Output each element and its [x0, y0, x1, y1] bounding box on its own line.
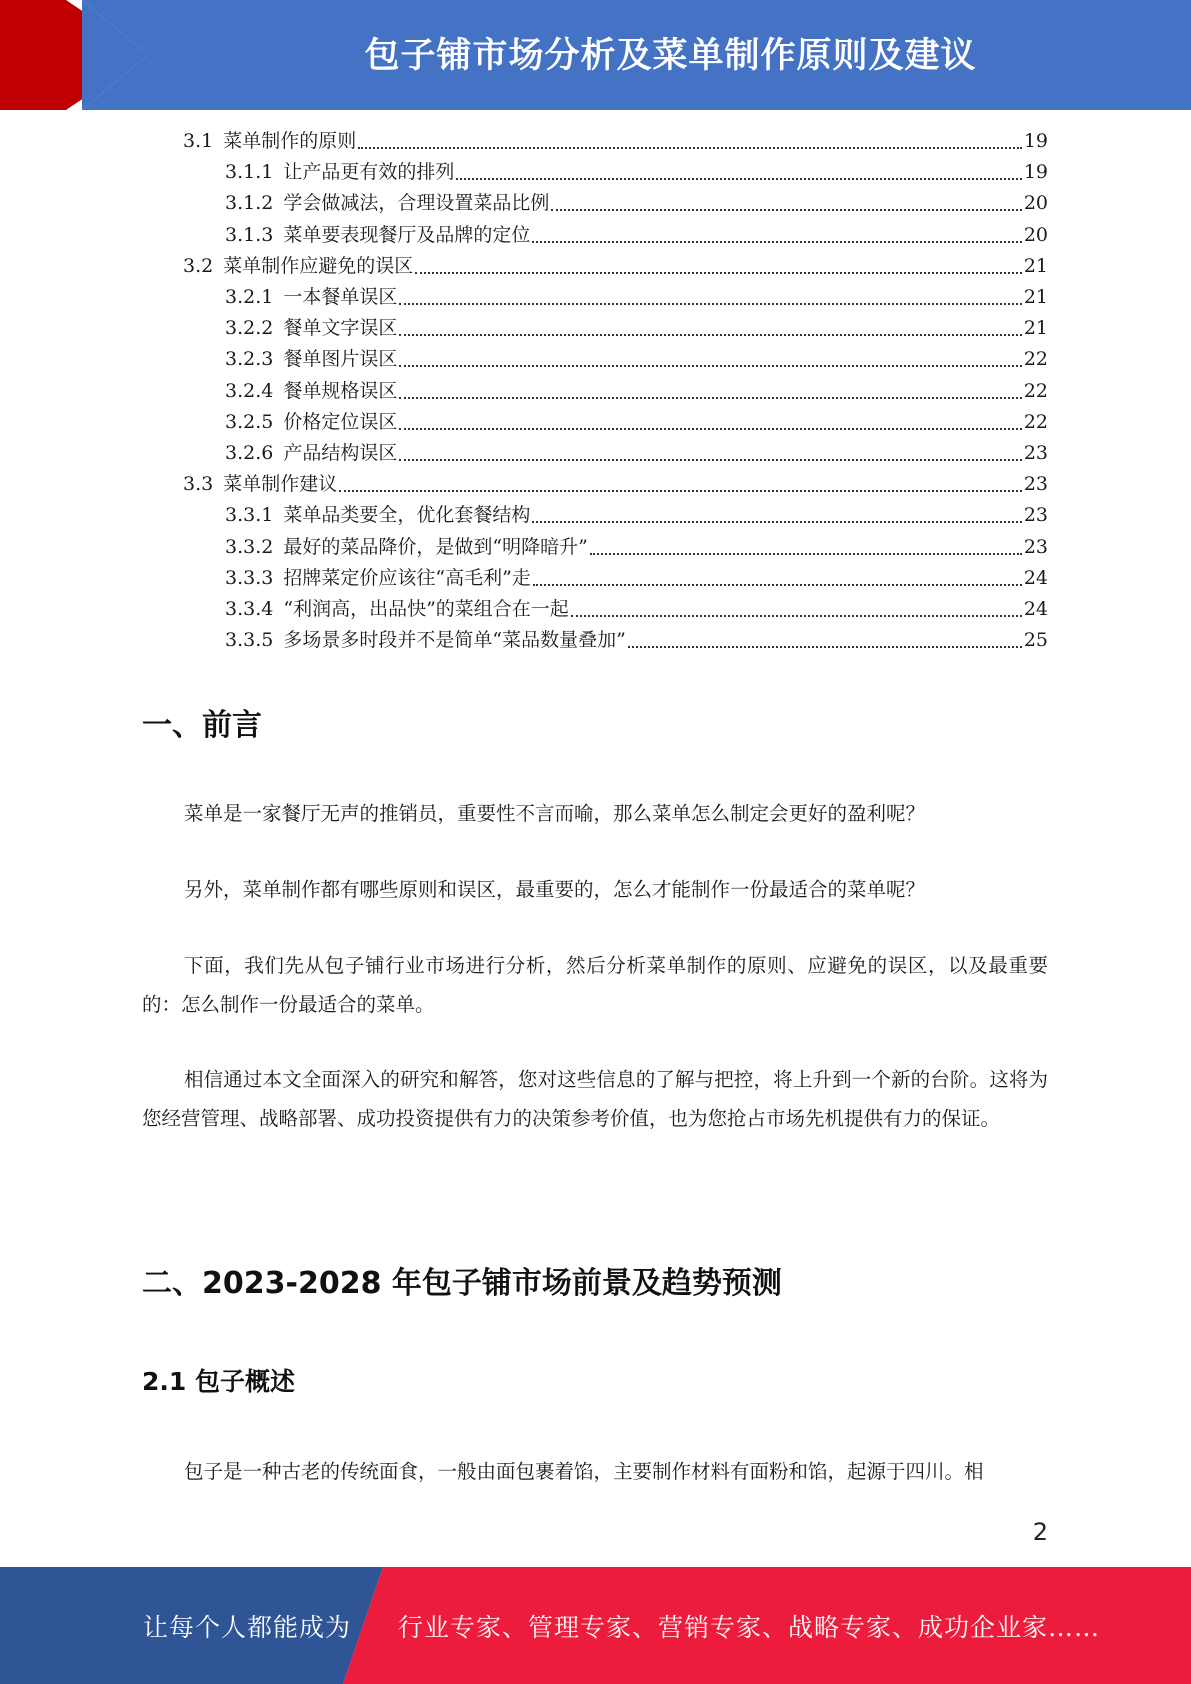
header-title: 包子铺市场分析及菜单制作原则及建议	[364, 36, 977, 76]
toc-entry[interactable]	[183, 126, 1048, 157]
toc-entry-number: 3.3.2	[225, 535, 274, 558]
toc-dot-leader	[590, 552, 1022, 555]
toc-dot-leader	[415, 271, 1022, 274]
toc-entry[interactable]	[225, 594, 1048, 625]
page-footer	[0, 1567, 1191, 1684]
toc-dot-leader	[399, 427, 1021, 430]
toc-entry-page: 24	[1023, 566, 1048, 589]
toc-entry[interactable]	[225, 563, 1048, 594]
toc-entry-title: 菜单制作应避免的误区	[223, 254, 414, 277]
toc-entry-title: 餐单图片误区	[283, 348, 398, 371]
toc-entry-page: 19	[1023, 161, 1048, 184]
toc-entry-title: 多场景多时段并不是简单“菜品数量叠加”	[283, 629, 626, 652]
toc-dot-leader	[339, 489, 1022, 492]
toc-entry-number: 3.1	[183, 130, 214, 152]
footer-slogan-left: 让每个人都能成为	[143, 1612, 352, 1642]
toc-entry-title: 餐单文字误区	[283, 317, 398, 340]
paragraph: 包子是一种古老的传统面食，一般由面包裹着馅，主要制作材料有面粉和馅，起源于四川。相	[184, 1460, 984, 1483]
toc-entry-title: 产品结构误区	[283, 442, 398, 464]
toc-entry-page: 21	[1023, 254, 1048, 277]
toc-entry[interactable]	[183, 469, 1048, 500]
paragraph: 菜单是一家餐厅无声的推销员，重要性不言而喻，那么菜单怎么制定会更好的盈利呢？	[184, 802, 926, 825]
paragraph: 下面，我们先从包子铺行业市场进行分析，然后分析菜单制作的原则、应避免的误区，以及最重要的：怎么制作一份最适合的菜单。	[142, 954, 1048, 1016]
toc-entry[interactable]	[225, 313, 1048, 344]
toc-entry-title: 价格定位误区	[283, 410, 398, 433]
toc-dot-leader	[399, 364, 1021, 367]
toc-dot-leader	[571, 614, 1022, 617]
section-title-market: 二、2023-2028 年包子铺市场前景及趋势预测	[142, 1266, 782, 1301]
toc-entry-page: 20	[1023, 192, 1048, 215]
toc-entry-page: 24	[1023, 598, 1048, 620]
toc-entry-page: 22	[1023, 379, 1048, 402]
toc-entry-number: 3.2.3	[225, 348, 274, 371]
toc-entry-number: 3.1.3	[225, 223, 274, 246]
toc-entry-number: 3.3.5	[225, 629, 274, 652]
toc-entry-number: 3.3.1	[225, 504, 274, 527]
toc-entry[interactable]	[225, 407, 1048, 438]
toc-dot-leader	[399, 333, 1021, 336]
toc-entry-number: 3.2.2	[225, 317, 274, 340]
toc-entry-title: 招牌菜定价应该往“高毛利”走	[283, 566, 531, 589]
toc-entry-page: 23	[1023, 473, 1048, 496]
toc-dot-leader	[533, 583, 1022, 586]
toc-entry-page: 23	[1023, 504, 1048, 527]
toc-entry[interactable]	[225, 282, 1048, 313]
toc-entry-title: 一本餐单误区	[283, 286, 398, 308]
toc-entry-page: 19	[1023, 130, 1048, 152]
toc-dot-leader	[456, 177, 1021, 180]
paragraph: 另外，菜单制作都有哪些原则和误区，最重要的，怎么才能制作一份最适合的菜单呢？	[184, 878, 926, 901]
toc-dot-leader	[399, 302, 1021, 305]
paragraph: 相信通过本文全面深入的研究和解答，您对这些信息的了解与把控，将上升到一个新的台阶。这将为您经营管理、战略部署、成功投资提供有力的决策参考价值，也为您抢占市场先机提供有力的保证。	[142, 1068, 1048, 1130]
toc-entry-title: 菜单品类要全，优化套餐结构	[283, 504, 531, 527]
toc-entry-title: 学会做减法，合理设置菜品比例	[283, 192, 550, 215]
toc-entry-title: “利润高，出品快”的菜组合在一起	[283, 598, 569, 620]
toc-entry-title: 菜单要表现餐厅及品牌的定位	[283, 223, 531, 246]
page-header	[0, 0, 1191, 110]
page-number: 2	[1032, 1518, 1048, 1546]
toc-entry[interactable]	[225, 500, 1048, 531]
toc-entry-number: 3.2.1	[225, 286, 274, 308]
toc-entry-number: 3.3	[183, 473, 214, 496]
toc-dot-leader	[532, 240, 1021, 243]
toc-entry-title: 菜单制作的原则	[223, 130, 357, 152]
toc-entry[interactable]	[183, 251, 1048, 282]
toc-entry-page: 21	[1023, 286, 1048, 308]
toc-entry[interactable]	[225, 532, 1048, 563]
toc-dot-leader	[399, 458, 1021, 461]
toc-entry-number: 3.3.4	[225, 598, 274, 620]
section-title-preface: 一、前言	[142, 708, 262, 743]
toc-entry-page: 25	[1023, 629, 1048, 652]
toc-entry-page: 20	[1023, 223, 1048, 246]
toc-entry-number: 3.1.1	[225, 161, 274, 184]
toc-dot-leader	[628, 645, 1022, 648]
toc-entry[interactable]	[225, 438, 1048, 469]
toc-entry[interactable]	[225, 376, 1048, 407]
toc-entry[interactable]	[225, 157, 1048, 188]
toc-dot-leader	[551, 208, 1021, 211]
toc-dot-leader	[358, 146, 1022, 149]
toc-entry-number: 3.1.2	[225, 192, 274, 215]
toc-entry[interactable]	[225, 188, 1048, 219]
toc-entry-title: 餐单规格误区	[283, 379, 398, 402]
toc-entry-number: 3.2	[183, 254, 214, 277]
toc-entry[interactable]	[225, 344, 1048, 375]
toc-entry-number: 3.3.3	[225, 566, 274, 589]
toc-entry-page: 23	[1023, 535, 1048, 558]
toc-entry-number: 3.2.4	[225, 379, 274, 402]
toc-entry-title: 最好的菜品降价，是做到“明降暗升”	[283, 535, 588, 558]
toc-entry[interactable]	[225, 625, 1048, 656]
toc-entry[interactable]	[225, 220, 1048, 251]
toc-entry-page: 22	[1023, 410, 1048, 433]
toc-entry-title: 菜单制作建议	[223, 473, 338, 496]
toc-entry-number: 3.2.6	[225, 442, 274, 464]
toc-dot-leader	[399, 396, 1021, 399]
footer-slogan-right: 行业专家、管理专家、营销专家、战略专家、成功企业家……	[398, 1612, 1101, 1642]
toc-entry-page: 22	[1023, 348, 1048, 371]
subsection-title-overview: 2.1 包子概述	[142, 1367, 295, 1396]
toc-entry-number: 3.2.5	[225, 410, 274, 433]
toc-dot-leader	[532, 520, 1021, 523]
toc-entry-page: 23	[1023, 442, 1048, 464]
toc-entry-title: 让产品更有效的排列	[283, 161, 455, 184]
toc-entry-page: 21	[1023, 317, 1048, 340]
